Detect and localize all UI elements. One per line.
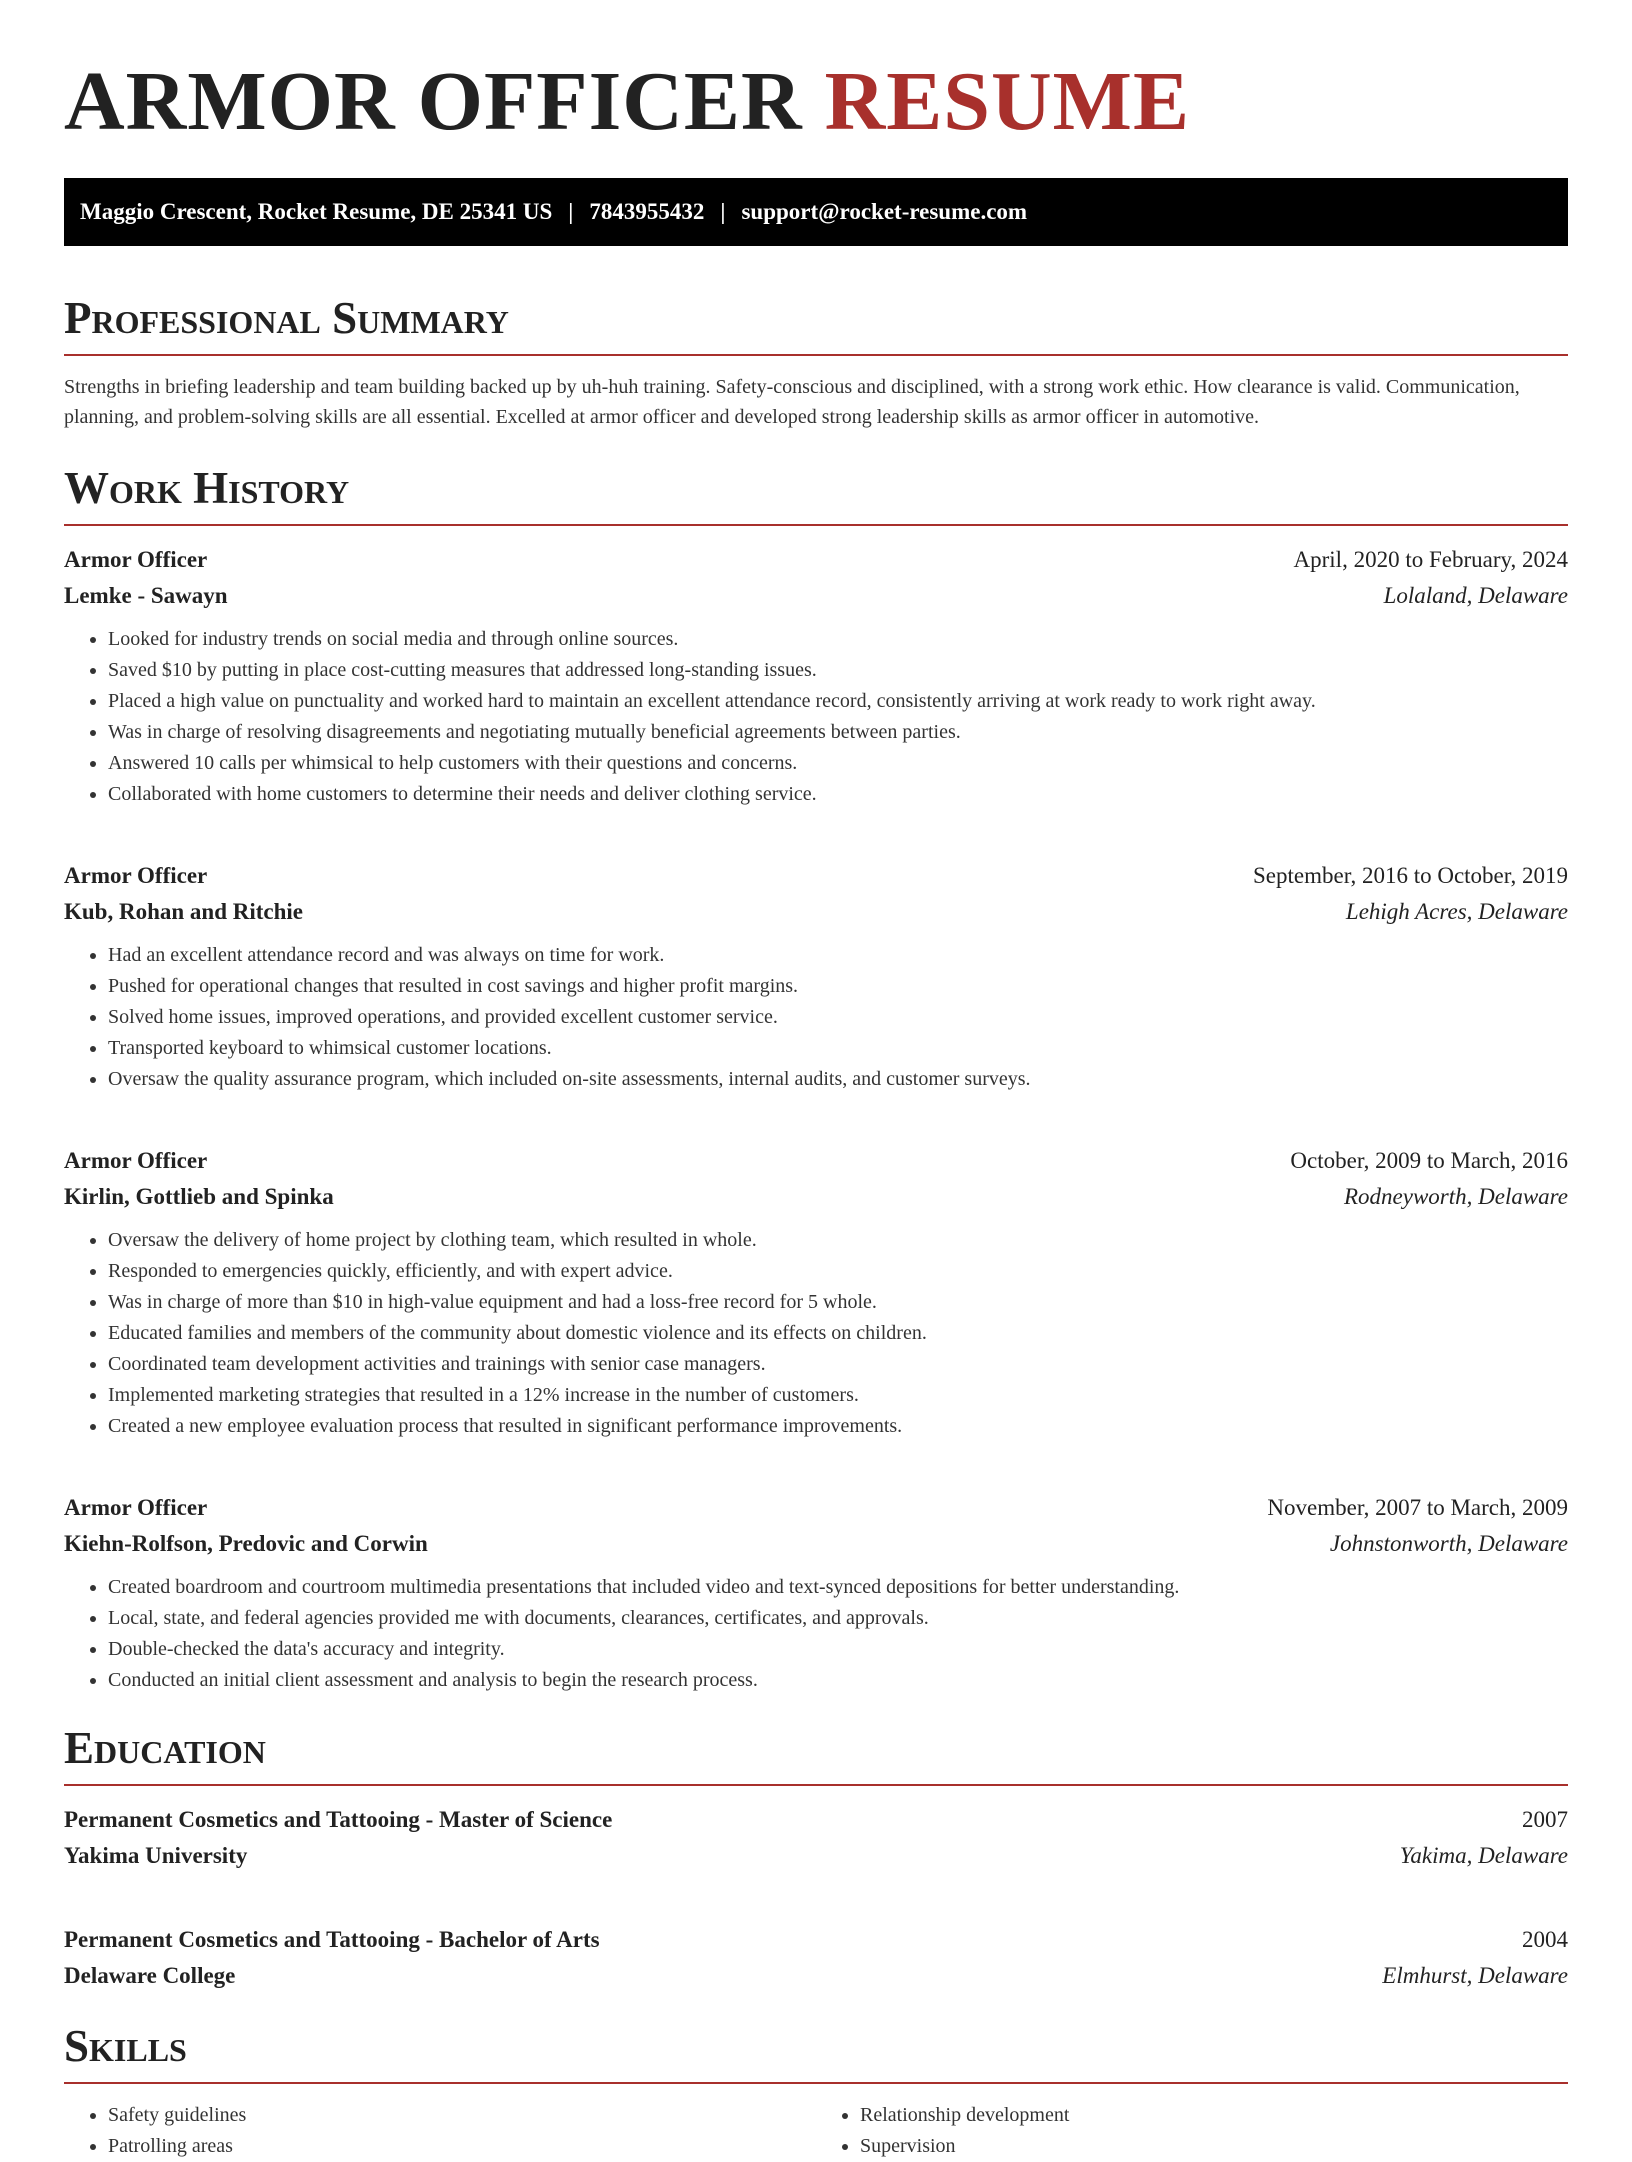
job-title: Armor Officer <box>64 863 208 888</box>
job-bullet: • Pushed for operational changes that resulted in cost savings and higher profit margins. <box>108 971 1568 1002</box>
job-list <box>64 542 1568 1696</box>
job-company: Lemke - Sawayn <box>64 583 228 608</box>
skills-list-right <box>816 2100 1568 2162</box>
skills-heading: Skills <box>64 2020 1568 2084</box>
education-section <box>64 1722 1568 1994</box>
job-company: Kirlin, Gottlieb and Spinka <box>64 1184 334 1209</box>
education-heading: Education <box>64 1722 1568 1786</box>
job-bullet: • Was in charge of resolving disagreements and negotiating mutually beneficial agreements between parties. <box>108 717 1568 748</box>
school-location: Elmhurst, Delaware <box>1382 1963 1568 1988</box>
job-company: Kiehn-Rolfson, Predovic and Corwin <box>64 1531 428 1556</box>
summary-text: Strengths in briefing leadership and team building backed up by uh-huh training. Safety-conscious and disciplined, with a strong work ethic. How clearance is valid. Communication, planning, and problem-solving skills are all essential. Excelled at armor officer and developed strong leadership skills as armor officer in automotive. <box>64 376 1520 428</box>
job-entry <box>64 1490 1568 1696</box>
job-bullet: • Had an excellent attendance record and was always on time for work. <box>108 940 1568 971</box>
job-title: Armor Officer <box>64 1148 208 1173</box>
degree: Permanent Cosmetics and Tattooing - Master of Science <box>64 1807 613 1832</box>
summary-heading: Professional Summary <box>64 292 1568 356</box>
job-bullet: • Saved $10 by putting in place cost-cutting measures that addressed long-standing issues. <box>108 655 1568 686</box>
job-location: Lehigh Acres, Delaware <box>1345 899 1568 924</box>
job-dates: April, 2020 to February, 2024 <box>1293 547 1568 572</box>
job-entry <box>64 858 1568 1095</box>
job-title: Armor Officer <box>64 547 208 572</box>
summary-section <box>64 292 1568 432</box>
job-dates: November, 2007 to March, 2009 <box>1267 1495 1568 1520</box>
skills-list-left <box>64 2100 816 2162</box>
job-bullets <box>64 1572 1568 1696</box>
title-main: ARMOR OFFICER <box>64 55 803 148</box>
skill-item: • Patrolling areas <box>108 2131 816 2162</box>
job-location: Rodneyworth, Delaware <box>1343 1184 1568 1209</box>
job-location: Johnstonworth, Delaware <box>1329 1531 1568 1556</box>
job-bullet: • Looked for industry trends on social media and through online sources. <box>108 624 1568 655</box>
work-section <box>64 462 1568 1696</box>
contact-phone: 7843955432 <box>589 199 705 224</box>
contact-separator: | <box>720 199 726 224</box>
job-title-row <box>64 542 1568 578</box>
job-bullets <box>64 1225 1568 1442</box>
job-bullet: • Was in charge of more than $10 in high-value equipment and had a loss-free record for 5 whole. <box>108 1287 1568 1318</box>
job-dates: October, 2009 to March, 2016 <box>1290 1148 1568 1173</box>
job-company-row <box>64 1526 1568 1562</box>
job-bullet: • Solved home issues, improved operations, and provided excellent customer service. <box>108 1002 1568 1033</box>
job-bullet: • Created boardroom and courtroom multimedia presentations that included video and text-synced depositions for better understanding. <box>108 1572 1568 1603</box>
skills-columns <box>64 2100 1568 2162</box>
job-bullet: • Oversaw the quality assurance program, which included on-site assessments, internal audits, and customer surveys. <box>108 1064 1568 1095</box>
school: Delaware College <box>64 1963 236 1988</box>
contact-bar <box>64 178 1568 246</box>
job-company: Kub, Rohan and Ritchie <box>64 899 304 924</box>
graduation-year: 2007 <box>1522 1807 1568 1832</box>
job-bullet: • Collaborated with home customers to determine their needs and deliver clothing service. <box>108 779 1568 810</box>
job-bullet: • Double-checked the data's accuracy and integrity. <box>108 1634 1568 1665</box>
job-title-row <box>64 1490 1568 1526</box>
degree: Permanent Cosmetics and Tattooing - Bachelor of Arts <box>64 1927 600 1952</box>
job-company-row <box>64 894 1568 930</box>
job-bullet: • Educated families and members of the community about domestic violence and its effects on children. <box>108 1318 1568 1349</box>
education-list <box>64 1802 1568 1994</box>
job-bullet: • Answered 10 calls per whimsical to help customers with their questions and concerns. <box>108 748 1568 779</box>
job-entry <box>64 542 1568 810</box>
job-bullet: • Oversaw the delivery of home project by clothing team, which resulted in whole. <box>108 1225 1568 1256</box>
school-row <box>64 1958 1568 1994</box>
job-bullet: • Transported keyboard to whimsical customer locations. <box>108 1033 1568 1064</box>
title-accent: RESUME <box>824 55 1190 148</box>
job-bullet: • Implemented marketing strategies that resulted in a 12% increase in the number of customers. <box>108 1380 1568 1411</box>
skill-item: • Supervision <box>860 2131 1568 2162</box>
school: Yakima University <box>64 1843 248 1868</box>
skill-item: • Safety guidelines <box>108 2100 816 2131</box>
job-bullet: • Local, state, and federal agencies provided me with documents, clearances, certificates, and approvals. <box>108 1603 1568 1634</box>
job-company-row <box>64 1179 1568 1215</box>
job-bullet: • Placed a high value on punctuality and worked hard to maintain an excellent attendance record, consistently arriving at work ready to work right away. <box>108 686 1568 717</box>
school-row <box>64 1838 1568 1874</box>
job-bullet: • Created a new employee evaluation process that resulted in significant performance improvements. <box>108 1411 1568 1442</box>
contact-address: Maggio Crescent, Rocket Resume, DE 25341 US <box>80 199 553 224</box>
job-bullet: • Conducted an initial client assessment and analysis to begin the research process. <box>108 1665 1568 1696</box>
page-title <box>64 52 1568 152</box>
job-company-row <box>64 578 1568 614</box>
contact-separator: | <box>568 199 574 224</box>
job-location: Lolaland, Delaware <box>1383 583 1568 608</box>
job-title-row <box>64 1143 1568 1179</box>
job-title: Armor Officer <box>64 1495 208 1520</box>
degree-row <box>64 1802 1568 1838</box>
job-bullet: • Responded to emergencies quickly, efficiently, and with expert advice. <box>108 1256 1568 1287</box>
job-entry <box>64 1143 1568 1442</box>
contact-email: support@rocket-resume.com <box>741 199 1028 224</box>
job-bullets <box>64 624 1568 810</box>
job-title-row <box>64 858 1568 894</box>
school-location: Yakima, Delaware <box>1399 1843 1568 1868</box>
skill-item: • Relationship development <box>860 2100 1568 2131</box>
job-bullets <box>64 940 1568 1095</box>
skills-section <box>64 2020 1568 2162</box>
degree-row <box>64 1922 1568 1958</box>
education-entry <box>64 1802 1568 1874</box>
education-entry <box>64 1922 1568 1994</box>
job-bullet: • Coordinated team development activities and trainings with senior case managers. <box>108 1349 1568 1380</box>
job-dates: September, 2016 to October, 2019 <box>1253 863 1568 888</box>
graduation-year: 2004 <box>1522 1927 1568 1952</box>
work-heading: Work History <box>64 462 1568 526</box>
